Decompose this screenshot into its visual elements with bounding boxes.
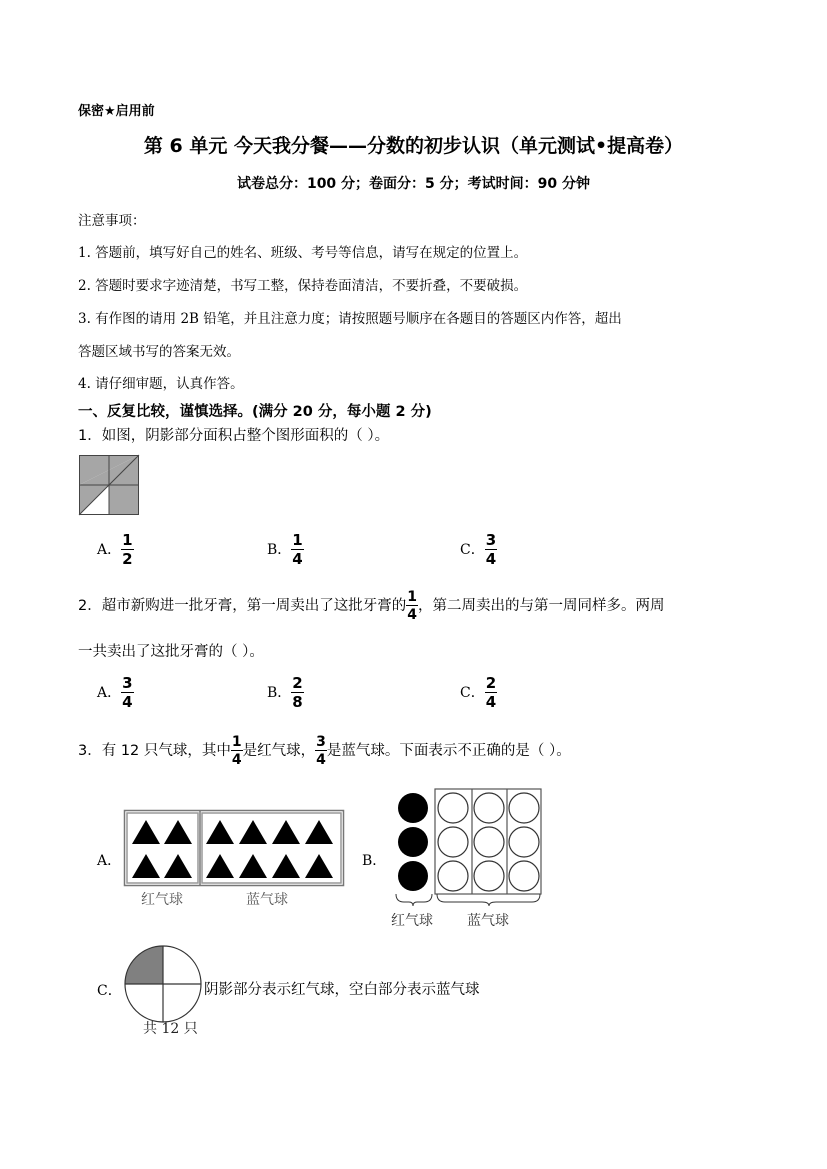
note-item: 3. 有作图的请用 2B 铅笔，并且注意力度；请按照题号顺序在各题目的答题区内作答，超出 xyxy=(78,311,622,327)
fraction: $\frac{1}{2}$ xyxy=(122,531,133,568)
fraction: $\frac{1}{4}$ xyxy=(407,589,417,623)
note-item: 答题区域书写的答案无效。 xyxy=(78,344,240,360)
fraction: $\frac{1}{4}$ xyxy=(231,734,242,768)
note-item: 2. 答题时要求字迹清楚，书写工整，保持卷面清洁，不要折叠，不要破损。 xyxy=(78,278,528,294)
q3-option-c-label[interactable]: C． xyxy=(97,983,122,999)
fraction: $\frac{1}{4}$ xyxy=(292,531,303,568)
q3c-total-caption: 共 12 只 xyxy=(143,1021,198,1037)
q2-option-c[interactable] xyxy=(460,676,497,710)
fraction: $\frac{2}{8}$ xyxy=(292,674,303,711)
exam-info: 试卷总分：100 分；卷面分：5 分；考试时间：90 分钟 xyxy=(236,176,591,192)
question-1-text: 1．如图，阴影部分面积占整个图形面积的（ ）。 xyxy=(78,428,390,444)
q3a-red-label: 红气球 xyxy=(141,892,183,908)
section-heading: 一、反复比较，谨慎选择。(满分 20 分，每小题 2 分) xyxy=(78,404,432,420)
note-item: 4. 请仔细审题，认真作答。 xyxy=(78,376,244,392)
q3c-description: 阴影部分表示红气球，空白部分表示蓝气球 xyxy=(204,982,480,998)
question-2-text-cont: 一共卖出了这批牙膏的（ ）。 xyxy=(78,644,264,660)
question-2-text: 2．超市新购进一批牙膏，第一周卖出了这批牙膏的 $\frac{1}{4}$ ，第二周卖出的与第一周同样多。两周 xyxy=(78,589,665,623)
fraction: $\frac{2}{4}$ xyxy=(485,674,497,711)
notes-heading: 注意事项： xyxy=(78,213,146,229)
confidential-label: 保密★启用前 xyxy=(78,104,155,119)
q2-option-b[interactable] xyxy=(267,676,304,710)
option-label: C． xyxy=(460,542,485,558)
q2-option-a[interactable] xyxy=(97,676,134,710)
q3a-blue-label: 蓝气球 xyxy=(246,892,288,908)
q3-option-a-triangles-figure xyxy=(124,810,344,888)
q3b-red-label: 红气球 xyxy=(391,913,433,929)
page-title: 第 6 单元 今天我分餐——分数的初步认识（单元测试•提高卷） xyxy=(143,135,684,157)
q3-option-a-label[interactable]: A． xyxy=(97,853,122,869)
option-label: C． xyxy=(460,685,485,701)
q1-option-c[interactable] xyxy=(460,533,497,567)
q1-shaded-square-figure xyxy=(79,455,139,515)
question-3-text: 3．有 12 只气球，其中 $\frac{1}{4}$ 是红气球， $\frac{3}{4}$ 是蓝气球。下面表示不正确的是（ ）。 xyxy=(78,734,571,768)
q3-option-b-circles-figure xyxy=(394,788,544,928)
note-item: 1. 答题前，填写好自己的姓名、班级、考号等信息，请写在规定的位置上。 xyxy=(78,245,528,261)
option-label: A． xyxy=(97,542,122,558)
q3-option-c-pie-figure xyxy=(124,945,204,1025)
option-label: B． xyxy=(267,542,292,558)
option-label: A． xyxy=(97,685,122,701)
q3-option-b-label[interactable]: B． xyxy=(362,853,387,869)
fraction: $\frac{3}{4}$ xyxy=(316,734,326,768)
q1-option-b[interactable] xyxy=(267,533,304,567)
fraction: $\frac{3}{4}$ xyxy=(485,531,497,568)
q3b-blue-label: 蓝气球 xyxy=(467,913,509,929)
option-label: B． xyxy=(267,685,292,701)
q1-option-a[interactable] xyxy=(97,533,134,567)
fraction: $\frac{3}{4}$ xyxy=(122,674,133,711)
